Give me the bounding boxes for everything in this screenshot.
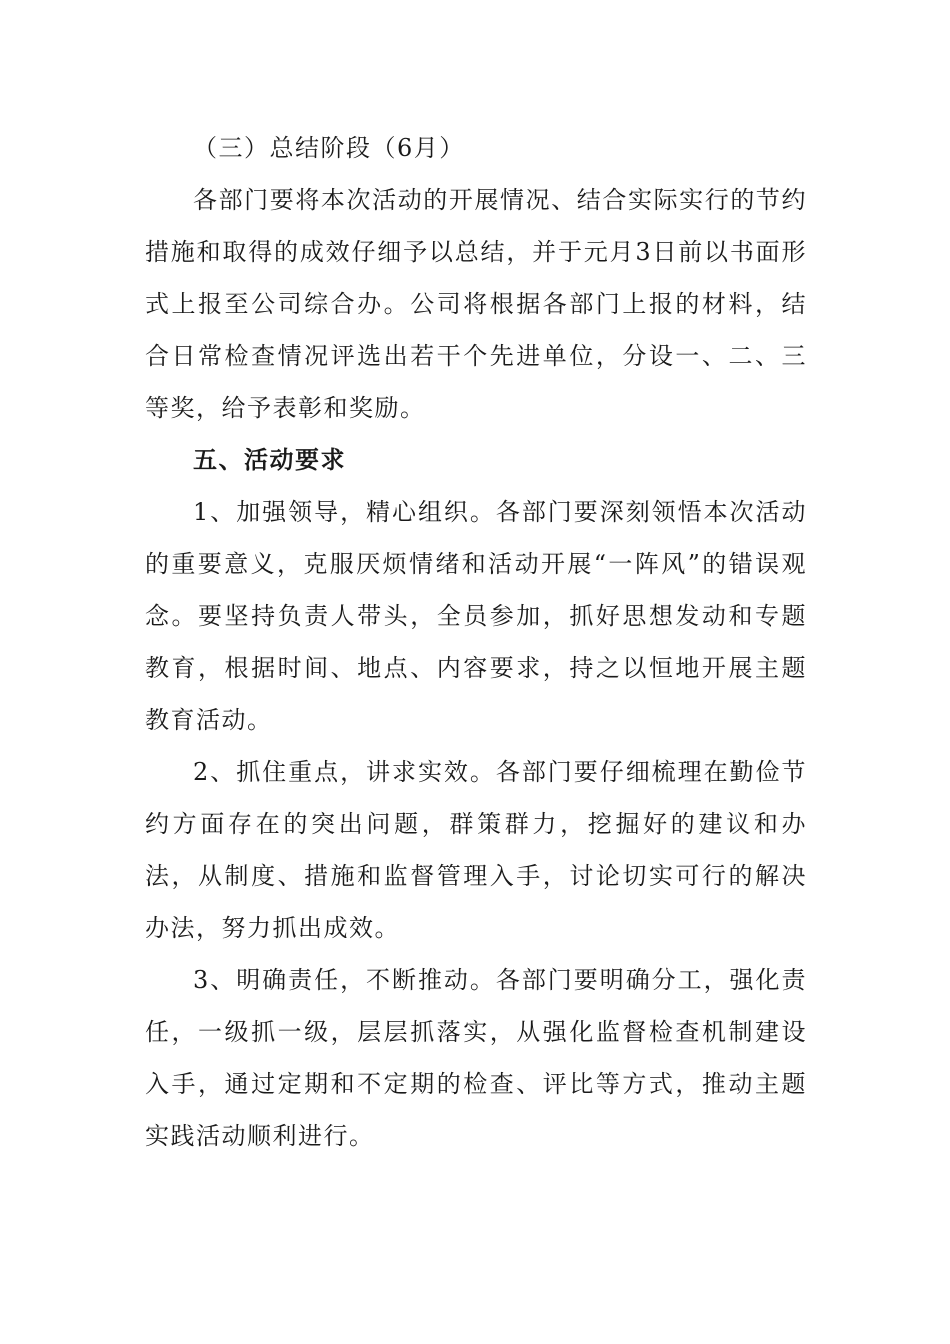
- document-body: [145, 122, 807, 1162]
- requirement-paragraph-1: 1、加强领导，精心组织。各部门要深刻领悟本次活动的重要意义，克服厌烦情绪和活动开展“一阵风”的错误观念。要坚持负责人带头，全员参加，抓好思想发动和专题教育，根据时间、地点、内容要求，持之以恒地开展主题教育活动。: [145, 498, 807, 734]
- requirement-paragraph-2: 2、抓住重点，讲求实效。各部门要仔细梳理在勤俭节约方面存在的突出问题，群策群力，挖掘好的建议和办法，从制度、措施和监督管理入手，讨论切实可行的解决办法，努力抓出成效。: [145, 758, 807, 942]
- stage-title: （三）总结阶段（6月）: [193, 134, 465, 162]
- stage-paragraph: 各部门要将本次活动的开展情况、结合实际实行的节约措施和取得的成效仔细予以总结，并于元月3日前以书面形式上报至公司综合办。公司将根据各部门上报的材料，结合日常检查情况评选出若干个先进单位，分设一、二、三等奖，给予表彰和奖励。: [145, 186, 807, 422]
- requirement-paragraph-3: 3、明确责任，不断推动。各部门要明确分工，强化责任，一级抓一级，层层抓落实，从强化监督检查机制建设入手，通过定期和不定期的检查、评比等方式，推动主题实践活动顺利进行。: [145, 966, 807, 1150]
- section-five-heading: 五、活动要求: [193, 445, 346, 474]
